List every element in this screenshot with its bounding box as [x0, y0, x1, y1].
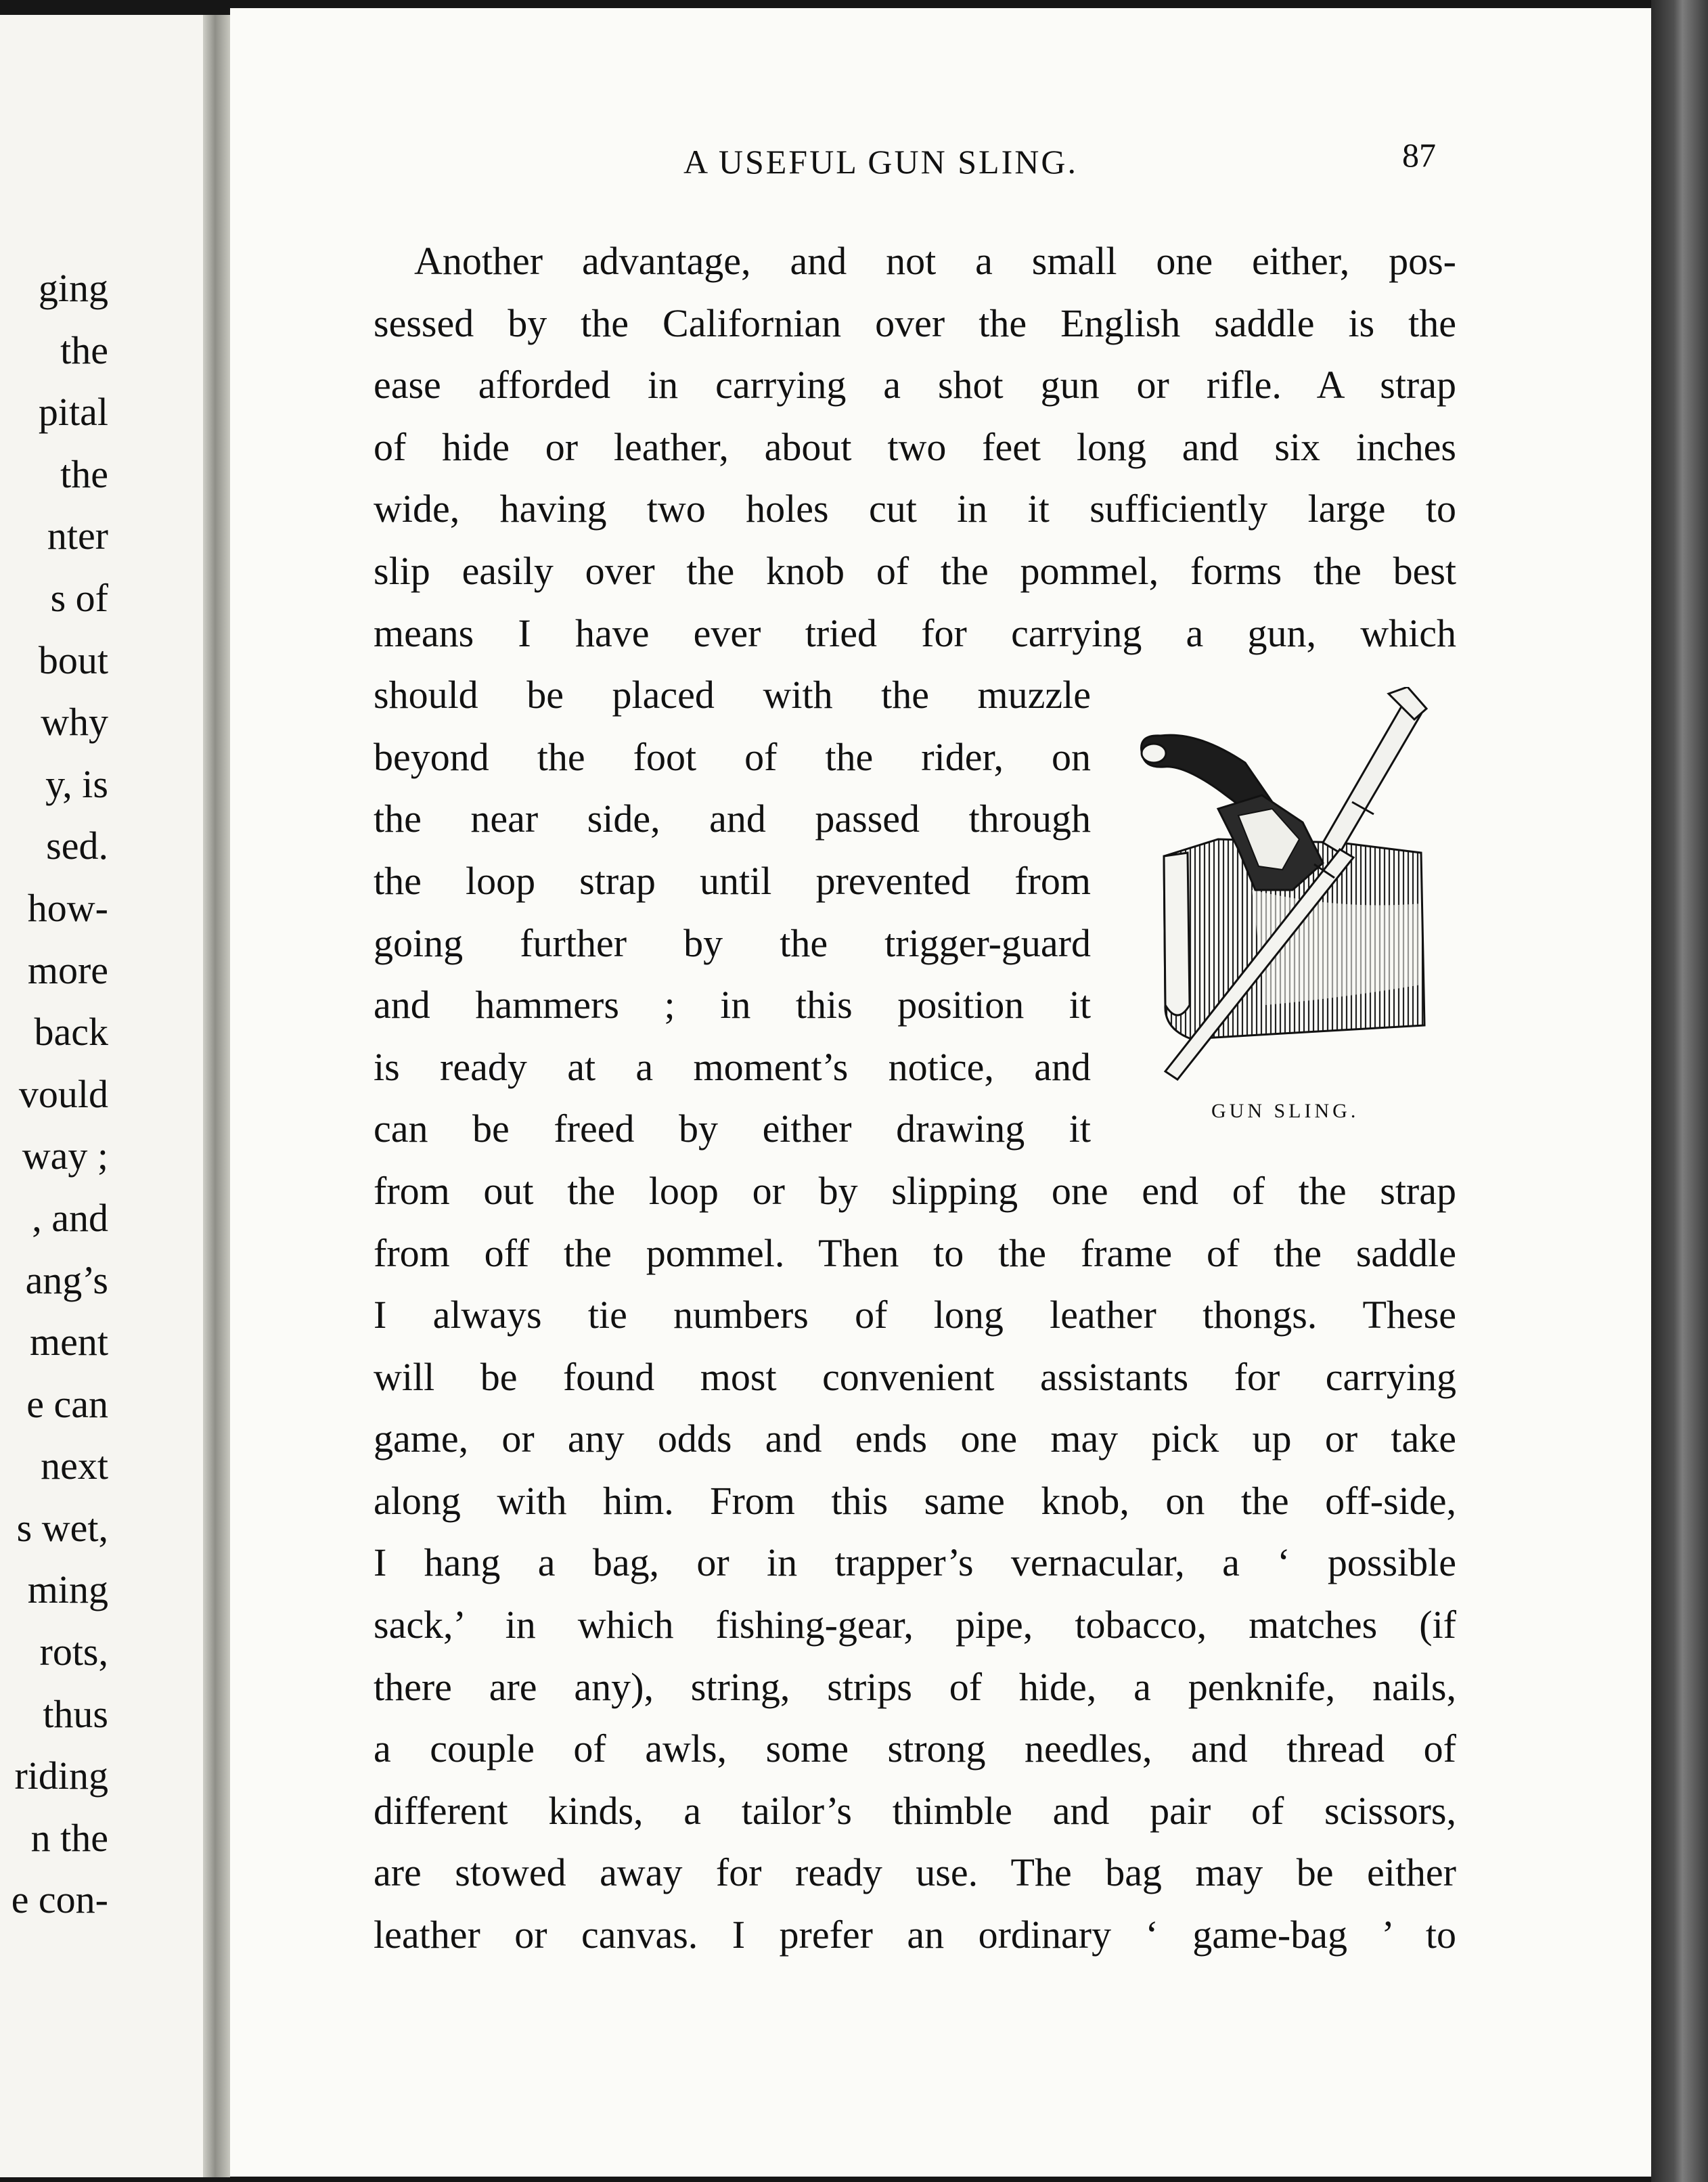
- paragraph-top: [374, 230, 1456, 664]
- facing-line: why: [41, 700, 108, 744]
- facing-line: vould: [18, 1071, 108, 1116]
- paragraph-bottom: [374, 1160, 1456, 1966]
- text-line: the loop strap until prevented from: [374, 858, 1091, 903]
- text-line: game, or any odds and ends one may pick up or take: [374, 1417, 1456, 1461]
- text-line: means I have ever tried for carrying a gun, which: [374, 610, 1456, 655]
- facing-line: how-: [27, 885, 108, 930]
- facing-line: the: [60, 451, 108, 496]
- text-line: I always tie numbers of long leather thongs. These: [374, 1293, 1456, 1337]
- facing-line: thus: [43, 1691, 108, 1736]
- facing-line: bout: [38, 638, 108, 682]
- text-line: a couple of awls, some strong needles, and thread of: [374, 1727, 1456, 1771]
- text-line: the near side, and passed through: [374, 797, 1091, 841]
- facing-line: the: [60, 328, 108, 372]
- text-line: should be placed with the muzzle: [374, 673, 1091, 717]
- text-line: can be freed by either drawing it: [374, 1107, 1091, 1151]
- facing-line: ging: [38, 266, 108, 310]
- facing-line: back: [34, 1010, 108, 1054]
- facing-line: more: [27, 948, 108, 992]
- text-line: will be found most convenient assistants for carrying: [374, 1354, 1456, 1399]
- text-line: ease afforded in carrying a shot gun or rifle. A strap: [374, 363, 1456, 407]
- text-line: slip easily over the knob of the pommel, forms the best: [374, 548, 1456, 593]
- text-line: going further by the trigger-guard: [374, 920, 1091, 965]
- facing-line: nter: [47, 514, 108, 558]
- facing-line: s of: [50, 575, 108, 620]
- text-line: wide, having two holes cut in it sufficiently large to: [374, 487, 1456, 531]
- text-line: I hang a bag, or in trapper’s vernacular, a ‘ possible: [374, 1540, 1456, 1585]
- facing-line: ment: [30, 1320, 108, 1364]
- text-line: sack,’ in which fishing-gear, pipe, tobacco, matches (if: [374, 1603, 1456, 1647]
- page-number: 87: [1402, 136, 1436, 174]
- text-line: of hide or leather, about two feet long and six inches: [374, 424, 1456, 469]
- text-line: from out the loop or by slipping one end of the strap: [374, 1168, 1456, 1213]
- facing-line: y, is: [45, 761, 108, 806]
- facing-line: rots,: [39, 1630, 108, 1674]
- facing-page: [0, 15, 230, 2177]
- facing-line: sed.: [46, 824, 108, 868]
- facing-line: s wet,: [16, 1505, 108, 1550]
- facing-page-text: [12, 257, 108, 1931]
- text-line: sessed by the Californian over the English saddle is the: [374, 300, 1456, 345]
- facing-line: , and: [32, 1195, 108, 1240]
- text-line: different kinds, a tailor’s thimble and pair of scissors,: [374, 1788, 1456, 1833]
- text-line: and hammers ; in this position it: [374, 983, 1091, 1027]
- facing-line: e can: [26, 1381, 108, 1426]
- book-spine: [203, 15, 230, 2177]
- text-line: are stowed away for ready use. The bag may be either: [374, 1850, 1456, 1895]
- gun-sling-illustration: [1137, 687, 1428, 1120]
- facing-line: riding: [14, 1754, 108, 1798]
- gun-sling-engraving-icon: [1137, 687, 1428, 1093]
- figure-caption: GUN SLING.: [1211, 1100, 1359, 1122]
- facing-line: next: [41, 1444, 108, 1488]
- text-line: there are any), string, strips of hide, a penknife, nails,: [374, 1664, 1456, 1709]
- text-line: along with him. From this same knob, on the off-side,: [374, 1478, 1456, 1523]
- text-line: from off the pommel. Then to the frame of the saddle: [374, 1230, 1456, 1275]
- facing-line: ang’s: [25, 1257, 108, 1302]
- text-line: beyond the foot of the rider, on: [374, 734, 1091, 779]
- facing-line: pital: [38, 390, 108, 435]
- facing-line: way ;: [22, 1134, 108, 1178]
- text-line: leather or canvas. I prefer an ordinary ‘ game-bag ’ to: [374, 1913, 1456, 1957]
- page-edge: [1651, 0, 1708, 2182]
- text-line: Another advantage, and not a small one either, pos-: [414, 239, 1456, 283]
- facing-line: e con-: [11, 1877, 108, 1922]
- running-head: A USEFUL GUN SLING.: [683, 143, 1078, 181]
- facing-line: ming: [27, 1567, 108, 1612]
- text-line: is ready at a moment’s notice, and: [374, 1044, 1091, 1089]
- facing-line: n the: [30, 1815, 108, 1860]
